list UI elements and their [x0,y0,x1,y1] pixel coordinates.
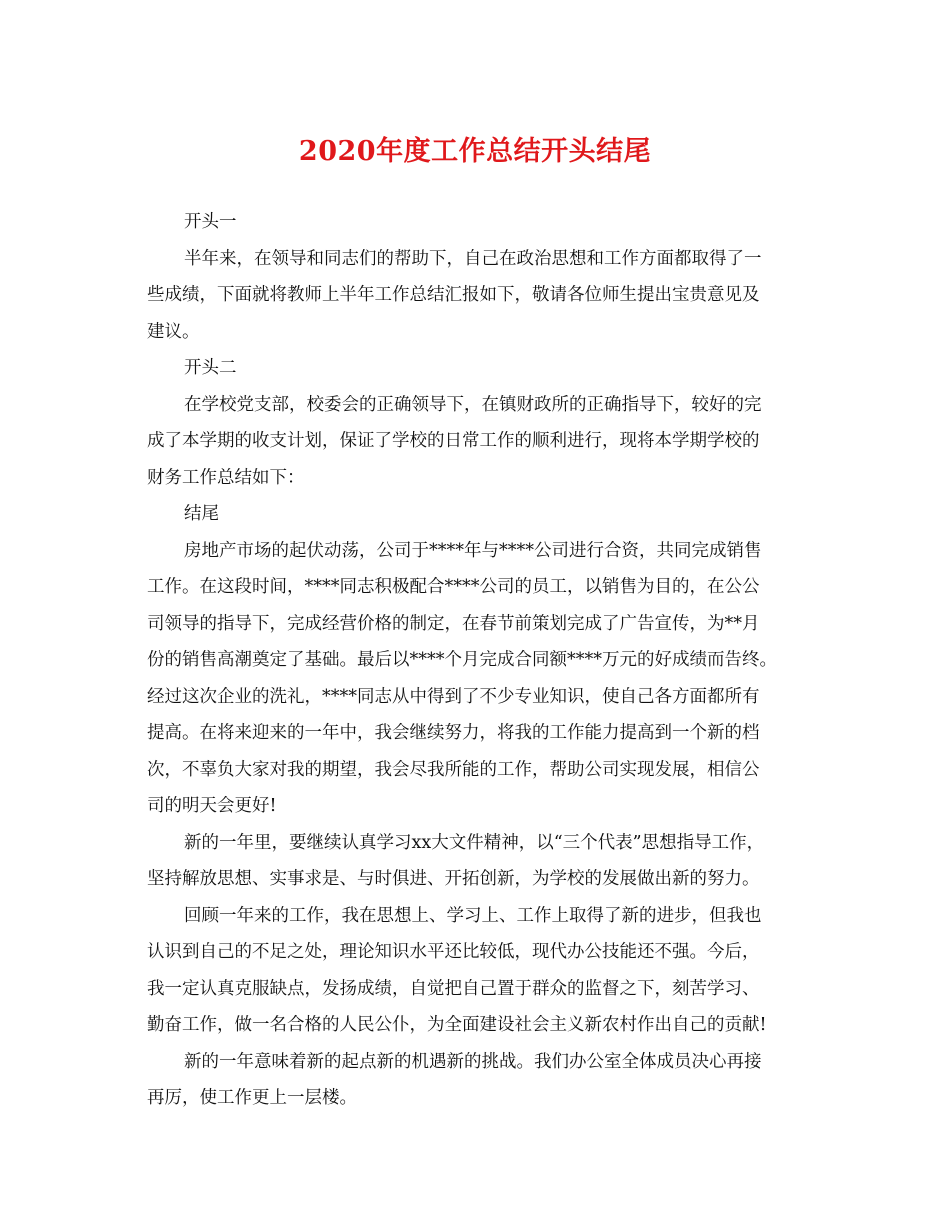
paragraph-line: 回顾一年来的工作，我在思想上、学习上、工作上取得了新的进步，但我也 [184,905,762,926]
document-body [147,204,809,1117]
paragraph-line: 新的一年里，要继续认真学习xx大文件精神，以“三个代表”思想指导工作， [184,832,765,853]
paragraph-line: 结尾 [184,504,219,524]
paragraph-line: 坚持解放思想、实事求是、与时俱进、开拓创新，为学校的发展做出新的努力。 [147,869,760,889]
paragraph-line: 认识到自己的不足之处，理论知识水平还比较低，现代办公技能还不强。今后， [147,942,760,962]
paragraph-line: 提高。在将来迎来的一年中，我会继续努力，将我的工作能力提高到一个新的档 [147,723,760,743]
paragraph-line: 勤奋工作，做一名合格的人民公仆，为全面建设社会主义新农村作出自己的贡献! [147,1015,767,1035]
paragraph-line: 司的明天会更好! [147,796,277,816]
paragraph-line: 再厉，使工作更上一层楼。 [147,1088,357,1108]
paragraph-line: 新的一年意味着新的起点新的机遇新的挑战。我们办公室全体成员决心再接 [184,1051,762,1072]
paragraph-line: 半年来，在领导和同志们的帮助下，自己在政治思想和工作方面都取得了一 [184,248,762,269]
paragraph-line: 司领导的指导下，完成经营价格的制定，在春节前策划完成了广告宣传，为**月 [147,613,760,634]
paragraph-heading-ending [147,496,809,533]
paragraph-ending-1 [147,533,809,825]
paragraph-line: 开头二 [184,358,237,378]
paragraph-ending-3 [147,898,809,1044]
paragraph-line: 份的销售高潮奠定了基础。最后以****个月完成合同额****万元的好成绩而告终。 [147,650,777,670]
paragraph-line: 财务工作总结如下： [147,467,305,488]
paragraph-opening-1 [147,241,809,351]
paragraph-line: 些成绩，下面就将教师上半年工作总结汇报如下，敬请各位师生提出宝贵意见及 [147,285,760,305]
paragraph-line: 工作。在这段时间，****同志积极配合****公司的员工，以销售为目的，在公公 [147,577,760,597]
paragraph-line: 房地产市场的起伏动荡，公司于****年与****公司进行合资，共同完成销售 [184,540,762,561]
document-title: 2020年度工作总结开头结尾 [298,136,652,167]
paragraph-heading-opening-1 [147,204,809,241]
paragraph-line: 经过这次企业的洗礼，****同志从中得到了不少专业知识，使自己各方面都所有 [147,686,760,707]
paragraph-ending-2 [147,825,809,898]
paragraph-line: 次，不辜负大家对我的期望，我会尽我所能的工作，帮助公司实现发展，相信公 [147,759,760,780]
paragraph-line: 我一定认真克服缺点，发扬成绩，自觉把自己置于群众的监督之下，刻苦学习、 [147,978,760,999]
paragraph-opening-2 [147,387,809,497]
paragraph-line: 开头一 [184,212,237,232]
paragraph-line: 建议。 [147,321,200,342]
paragraph-line: 在学校党支部，校委会的正确领导下，在镇财政所的正确指导下，较好的完 [184,394,762,415]
paragraph-heading-opening-2 [147,350,809,387]
paragraph-line: 成了本学期的收支计划，保证了学校的日常工作的顺利进行，现将本学期学校的 [147,431,760,451]
paragraph-ending-4 [147,1044,809,1117]
